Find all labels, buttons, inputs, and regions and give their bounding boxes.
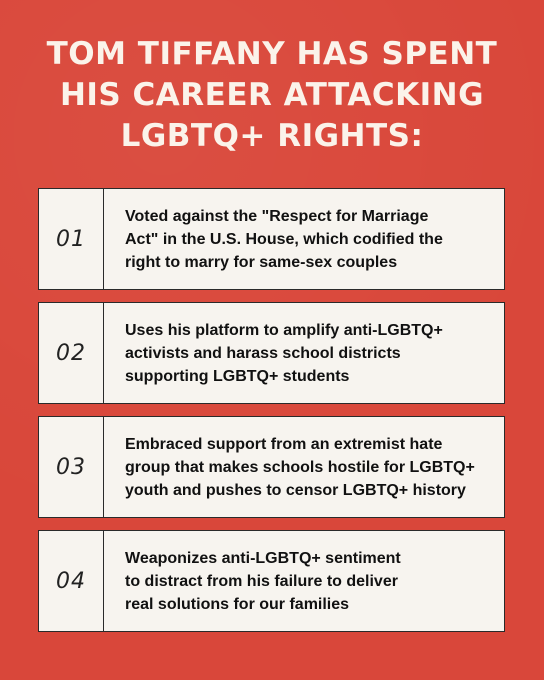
- item-text-line: activists and harass school districts: [125, 344, 401, 362]
- item-text-line: supporting LGBTQ+ students: [125, 367, 350, 385]
- list-item: [38, 416, 505, 518]
- item-text-line: Voted against the "Respect for Marriage: [125, 207, 429, 225]
- item-number: 03: [39, 417, 104, 517]
- item-text: [104, 189, 504, 289]
- title-line: HIS CAREER ATTACKING: [59, 77, 485, 113]
- list-item: [38, 188, 505, 290]
- item-text-line: real solutions for our families: [125, 595, 350, 613]
- item-text: [104, 417, 504, 517]
- item-text-line: Weaponizes anti-LGBTQ+ sentiment: [125, 549, 401, 567]
- item-number: 04: [39, 531, 104, 631]
- item-number: 01: [39, 189, 104, 289]
- item-text-line: to distract from his failure to deliver: [125, 572, 398, 590]
- item-text-line: Embraced support from an extremist hate: [125, 435, 443, 453]
- item-text-line: Uses his platform to amplify anti-LGBTQ+: [125, 321, 443, 339]
- item-text-line: right to marry for same-sex couples: [125, 253, 398, 271]
- item-text-line: group that makes schools hostile for LGBTQ+: [125, 458, 475, 476]
- item-text-line: Act" in the U.S. House, which codified the: [125, 230, 443, 248]
- item-text-line: youth and pushes to censor LGBTQ+ history: [125, 481, 466, 499]
- list-item: [38, 302, 505, 404]
- list-item: [38, 530, 505, 632]
- title-line: TOM TIFFANY HAS SPENT: [46, 36, 498, 72]
- item-text: [104, 531, 504, 631]
- item-text: [104, 303, 504, 403]
- page-title: [0, 34, 544, 157]
- title-line: LGBTQ+ RIGHTS:: [120, 118, 424, 154]
- item-number: 02: [39, 303, 104, 403]
